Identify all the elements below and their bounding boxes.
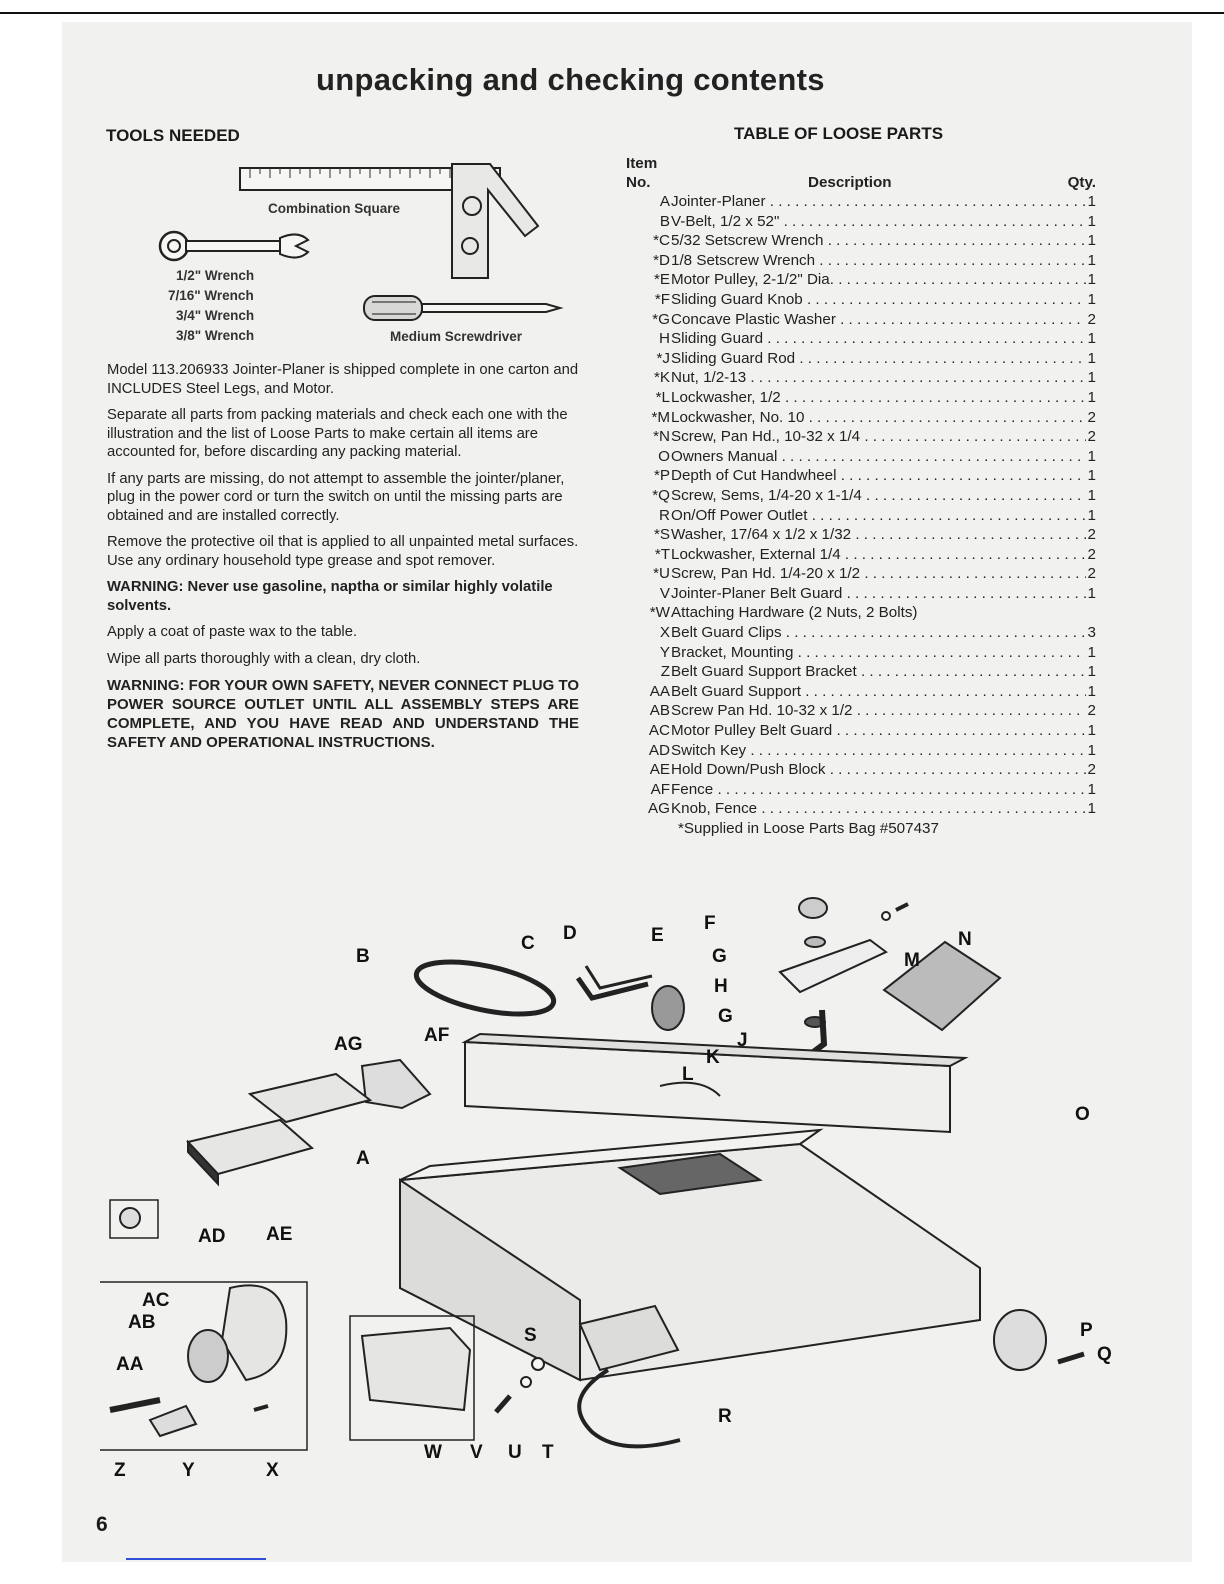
table-row [626,290,1096,310]
screw-icon [896,904,908,910]
diagram-label-p: P [1080,1320,1093,1341]
part-qty: 1 [1087,447,1096,465]
part-code: *U [653,565,670,583]
screwdriver-label: Medium Screwdriver [390,329,523,344]
part-qty: 2 [1087,310,1096,328]
part-qty: 1 [1087,271,1096,289]
part-description: 5/32 Setscrew Wrench . . . [671,231,1086,251]
table-row [626,780,1096,800]
setscrew-wrench-icon [578,978,648,998]
support-bracket-icon [110,1400,160,1410]
part-description: Lockwasher, External 1/4 . . . [671,545,1086,565]
part-code: AD [648,741,670,759]
part-qty: 1 [1087,388,1096,406]
part-qty: 1 [1087,369,1096,387]
sliding-guard-knob-icon [799,898,827,918]
part-code: AE [649,761,670,779]
column-header-row [626,173,1096,192]
part-qty: 1 [1087,682,1096,700]
part-code: *S [653,526,670,544]
part-code: H [659,330,670,348]
part-description: Belt Guard Support . . . [671,682,1086,702]
lockwasher-icon [521,1377,531,1387]
part-code: AG [648,800,670,818]
part-qty: 2 [1087,526,1096,544]
diagram-label-ac: AC [142,1290,170,1311]
part-code: *G [652,310,670,328]
part-description: Screw, Pan Hd. 1/4-20 x 1/2 . . . [671,564,1086,584]
table-row [626,427,1096,447]
part-code: *P [653,467,670,485]
diagram-label-s: S [524,1325,537,1346]
part-qty: 1 [1087,663,1096,681]
tools-heading: TOOLS NEEDED [106,126,240,145]
parts-table-heading: TABLE OF LOOSE PARTS [734,124,944,143]
diagram-label-af: AF [424,1025,450,1046]
diagram-label-f: F [704,913,716,934]
column-header-qty: Qty. [1067,174,1096,191]
wrench-label-4: 3/8" Wrench [176,328,255,343]
paragraph: Separate all parts from packing materials and check each one with the illustration and the list of Loose Parts to make certain all items are accounted for, before discarding any packing material. [107,406,568,461]
part-code: *W [649,604,670,622]
diagram-label-z: Z [114,1460,126,1481]
part-qty: 1 [1087,800,1096,818]
part-code: *J [656,349,670,367]
part-qty: 3 [1087,624,1096,642]
part-description: Lockwasher, No. 10 . . . [671,408,1086,428]
table-row [626,368,1096,388]
wrench-label-1: 1/2" Wrench [176,268,255,283]
diagram-label-n: N [958,929,972,950]
diagram-label-k: K [706,1047,720,1068]
table-row [626,329,1096,349]
screw-icon [496,1396,510,1412]
part-code: *D [653,251,670,269]
v-belt-icon [412,952,558,1024]
part-qty: 1 [1087,584,1096,602]
part-description: Sliding Guard . . . [671,329,1086,349]
exploded-parts-diagram [100,880,1110,1490]
part-qty: 2 [1087,761,1096,779]
part-description: Sliding Guard Knob . . . [671,290,1086,310]
part-code: *T [654,545,670,563]
washer-icon [805,937,825,947]
combination-square-icon [240,164,538,278]
part-qty: 1 [1087,506,1096,524]
wrench-icon [160,232,308,260]
part-code: Z [660,663,670,681]
table-row [626,270,1096,290]
part-qty: 1 [1087,193,1096,210]
paragraph: Model 113.206933 Jointer-Planer is shipped complete in one carton and INCLUDES Steel Legs, and Motor. [107,362,579,397]
warning-safety: WARNING: FOR YOUR OWN SAFETY, NEVER CONNECT PLUG TO POWER SOURCE OUTLET UNTIL ALL ASSEMBLY STEPS ARE COMPLETE, AND YOU HAVE READ AND UNDERSTAND THE SAFETY AND OPERATIONAL INSTRUCTIONS. [107,676,579,751]
part-qty: 1 [1087,486,1096,504]
diagram-label-d: D [563,923,577,944]
diagram-label-l: L [682,1064,694,1085]
part-code: B [659,212,670,230]
part-description: Jointer-Planer . . . [671,192,1086,212]
table-row [626,662,1096,682]
parts-footnote: *Supplied in Loose Parts Bag #507437 [678,820,939,837]
part-description: Screw, Sems, 1/4-20 x 1-1/4 . . . [671,486,1086,506]
part-code: *F [654,290,670,308]
table-row [626,447,1096,467]
part-qty: 1 [1087,467,1096,485]
instructions-column [107,361,579,760]
table-row [626,192,1096,212]
washer-icon [532,1358,544,1370]
part-qty: 1 [1087,330,1096,348]
table-row [626,506,1096,526]
part-description: Lockwasher, 1/2 . . . [671,388,1086,408]
part-qty: 1 [1087,232,1096,250]
part-description: Hold Down/Push Block . . . [671,760,1086,780]
part-code: Y [659,643,670,661]
part-description: Belt Guard Clips . . . [671,623,1086,643]
table-row [626,408,1096,428]
column-header-item: Item [626,155,658,172]
part-qty: 1 [1087,349,1096,367]
paragraph: If any parts are missing, do not attempt to assemble the jointer/planer, plug in the power cord or turn the switch on until the missing parts are obtained and are installed correctly. [107,470,565,524]
diagram-label-q: Q [1097,1344,1112,1365]
part-description: Sliding Guard Rod . . . [671,349,1086,369]
part-code: O [658,447,670,465]
part-code: V [659,584,670,602]
diagram-label-h: H [714,976,728,997]
table-row [626,310,1096,330]
table-row [626,741,1096,761]
owners-manual-icon [884,942,1000,1030]
lockwasher-icon [882,912,890,920]
page-number: 6 [96,1513,108,1536]
combination-square-label: Combination Square [268,201,401,216]
push-block-icon [250,1074,370,1122]
page-title: unpacking and checking contents [316,62,825,97]
table-row [626,212,1096,232]
part-description: Screw, Pan Hd., 10-32 x 1/4 . . . [671,427,1086,447]
part-code: *L [655,388,670,406]
part-description: Belt Guard Support Bracket . . . [671,662,1086,682]
part-description: Concave Plastic Washer . . . [671,310,1086,330]
part-description: Washer, 17/64 x 1/2 x 1/32 . . . [671,525,1086,545]
diagram-label-u: U [508,1442,522,1463]
belt-guard-icon [362,1328,470,1410]
table-row [626,623,1096,643]
wrench-label-3: 3/4" Wrench [176,308,255,323]
diagram-label-e: E [651,925,664,946]
part-qty: 1 [1087,780,1096,798]
paragraph: Remove the protective oil that is applied to all unpainted metal surfaces. Use any ordinary household type grease and spot remover. [107,534,579,569]
link-underline [126,1558,266,1560]
part-description: Bracket, Mounting . . . [671,643,1086,663]
mounting-bracket-icon [150,1406,196,1436]
table-row [626,584,1096,604]
diagram-label-ae: AE [266,1224,293,1245]
screwdriver-icon [364,296,560,320]
diagram-label-w: W [424,1442,442,1463]
table-row [626,760,1096,780]
diagram-label-ag: AG [334,1034,363,1055]
diagram-label-x: X [266,1460,279,1481]
diagram-label-b: B [356,946,370,967]
paragraph: Apply a coat of paste wax to the table. [107,624,358,641]
fence-knob-icon [362,1060,430,1108]
diagram-label-m: M [904,950,920,971]
part-description: Jointer-Planer Belt Guard . . . [671,584,1086,604]
part-description: Switch Key . . . [671,741,1086,761]
wrench-label-2: 7/16" Wrench [168,288,254,303]
diagram-label-ab: AB [128,1312,156,1333]
column-header-no: No. [626,174,651,191]
table-row [626,388,1096,408]
part-code: X [659,624,670,642]
diagram-label-v: V [470,1442,483,1463]
part-code: AA [649,682,670,700]
table-row [626,603,1096,623]
part-qty: 2 [1087,565,1096,583]
diagram-label-a: A [356,1148,370,1169]
part-description: 1/8 Setscrew Wrench . . . [671,251,1086,271]
diagram-label-j: J [737,1030,748,1051]
part-description: Owners Manual . . . [671,447,1086,467]
part-qty: 1 [1087,741,1096,759]
belt-guard-support-icon [188,1330,228,1382]
table-row [626,486,1096,506]
part-qty: 1 [1087,290,1096,308]
part-code: *E [653,271,670,289]
part-code: AC [648,722,670,740]
part-description: On/Off Power Outlet . . . [671,506,1086,526]
table-row [626,525,1096,545]
part-description: Knob, Fence . . . [671,799,1086,819]
part-code: *M [651,408,670,426]
part-qty: 2 [1087,545,1096,563]
part-code: *Q [652,486,670,504]
table-row [626,643,1096,663]
part-code: *K [653,369,670,387]
table-row [626,701,1096,721]
part-code: AB [649,702,670,720]
part-description: Attaching Hardware (2 Nuts, 2 Bolts) [671,604,918,622]
table-row [626,564,1096,584]
diagram-label-g1: G [712,946,727,967]
diagram-label-g2: G [718,1006,733,1027]
table-row [626,721,1096,741]
column-header-description: Description [808,174,892,191]
diagram-label-c: C [521,933,535,954]
part-qty: 1 [1087,212,1096,230]
table-row [626,251,1096,271]
part-code: A [659,193,670,210]
top-rule [0,12,1224,14]
motor-pulley-icon [652,986,684,1030]
sliding-guard-icon [780,940,886,992]
parts-rows [626,192,1096,819]
part-description: Nut, 1/2-13 . . . [671,368,1086,388]
part-qty: 1 [1087,643,1096,661]
part-qty: 1 [1087,722,1096,740]
part-description: Motor Pulley, 2-1/2" Dia. . . . [671,270,1086,290]
belt-guard-clip-icon [254,1406,268,1410]
handwheel-icon [994,1310,1046,1370]
table-row [626,466,1096,486]
part-description: Motor Pulley Belt Guard . . . [671,721,1086,741]
table-row [626,231,1096,251]
part-description: Fence . . . [671,780,1086,800]
part-qty: 1 [1087,251,1096,269]
diagram-label-t: T [542,1442,554,1463]
part-description: Depth of Cut Handwheel . . . [671,466,1086,486]
table-row [626,349,1096,369]
part-description: V-Belt, 1/2 x 52" . . . [671,212,1086,232]
part-code: *C [653,232,670,250]
diagram-label-o: O [1075,1104,1090,1125]
warning-solvents: WARNING: Never use gasoline, naptha or similar highly volatile solvents. [107,579,553,614]
table-row [626,682,1096,702]
part-qty: 2 [1087,702,1096,720]
diagram-label-y: Y [182,1460,195,1481]
part-qty: 2 [1087,428,1096,446]
part-code: AF [650,780,670,798]
diagram-label-r: R [718,1406,732,1427]
screw-icon [1058,1354,1084,1362]
part-description: Screw Pan Hd. 10-32 x 1/2 . . . [671,701,1086,721]
part-code: R [659,506,670,524]
part-code: *N [653,428,670,446]
diagram-label-ad: AD [198,1226,226,1247]
table-row [626,799,1096,819]
paragraph: Wipe all parts thoroughly with a clean, dry cloth. [107,650,421,667]
diagram-label-aa: AA [116,1354,144,1375]
part-qty: 2 [1087,408,1096,426]
loose-parts-table [626,155,1096,839]
table-row [626,545,1096,565]
motor-pulley-belt-guard-icon [222,1285,286,1380]
